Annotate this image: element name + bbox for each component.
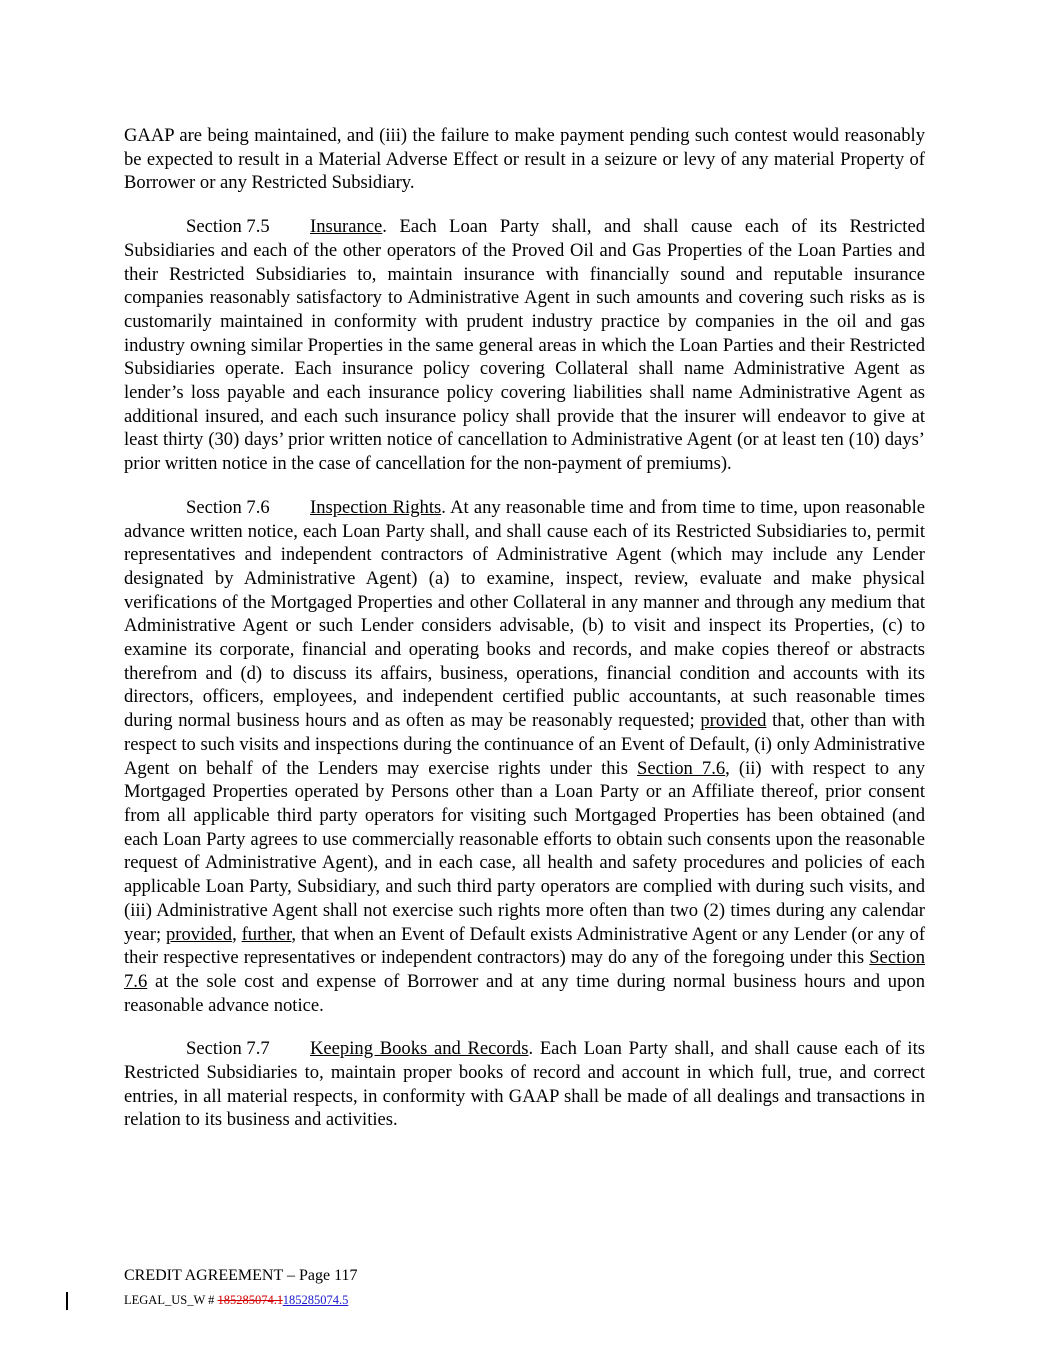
footer-id-prefix: LEGAL_US_W # xyxy=(124,1293,218,1307)
document-body xyxy=(124,124,925,1152)
inserted-document-id: 185285074.5 xyxy=(282,1293,349,1307)
section-7-6-paragraph xyxy=(124,496,925,1017)
section-7-7-paragraph xyxy=(124,1037,925,1132)
section-7-7-number: Section 7.7 xyxy=(186,1038,270,1060)
section-7-7-body: . Each Loan Party shall, and shall cause each of its Restricted Subsidiaries to, maintain proper books of record and account in which full, true, and correct entries, in all material respects, in conformity with GAAP shall be made of all dealings and transactions in relation to its business and activities. xyxy=(124,1038,925,1131)
section-7-6-text-5: at the sole cost and expense of Borrower and at any time during normal business hours and upon reasonable advance notice. xyxy=(124,970,925,1016)
section-7-6-heading: Inspection Rights xyxy=(310,496,442,518)
section-7-6-text-1: . At any reasonable time and from time to time, upon reasonable advance written notice, each Loan Party shall, and shall cause each of its Restricted Subsidiaries to, permit representatives and independent contractors of Administrative Agent (which may include any Lender designated by Administrative Agent) (a) to examine, inspect, review, evaluate and make physical verifications of the Mortgaged Properties and other Collateral in any manner and through any medium that Administrative Agent or such Lender considers advisable, (b) to visit and inspect its Properties, (c) to examine its corporate, financial and operating books and records, and make copies thereof or abstracts therefrom and (d) to discuss its affairs, business, operations, financial condition and accounts with its directors, officers, employees, and independent certified public accountants, at such reasonable times during normal business hours and as often as may be reasonably requested; xyxy=(124,496,925,732)
section-7-5-body: . Each Loan Party shall, and shall cause each of its Restricted Subsidiaries and each of the other operators of the Proved Oil and Gas Properties of the Loan Parties and their Restricted Subsidiaries to, maintain insurance with financially sound and reputable insurance companies reasonably satisfactory to Administrative Agent in such amounts and covering such risks as is customarily maintained in conformity with prudent industry practice by companies in the oil and gas industry owning similar Properties in the same general areas in which the Loan Parties and their Restricted Subsidiaries operate. Each insurance policy covering Collateral shall name Administrative Agent as lender’s loss payable and each insurance policy covering liabilities shall name Administrative Agent as additional insured, and each such insurance policy shall provide that the insurer will endeavor to give at least thirty (30) days’ prior written notice of cancellation to Administrative Agent (or at least ten (10) days’ prior written notice in the case of cancellation for the non-payment of premiums). xyxy=(124,216,925,475)
comma: , xyxy=(232,923,242,945)
deleted-document-id: 185285074.1 xyxy=(217,1293,283,1307)
section-7-6-text-4: , that when an Event of Default exists Administrative Agent or any Lender (or any of their respective representatives or independent contractors) may do any of the foregoing under this xyxy=(124,923,926,969)
footer-page-title: CREDIT AGREEMENT – Page 117 xyxy=(124,1267,358,1284)
section-7-5-paragraph xyxy=(124,215,925,476)
intro-paragraph: GAAP are being maintained, and (iii) the failure to make payment pending such contest would reasonably be expected to result in a Material Adverse Effect or result in a seizure or levy of any material Property of Borrower or any Restricted Subsidiary. xyxy=(124,125,925,194)
section-7-5-heading: Insurance xyxy=(310,216,383,238)
provided-term-2: provided xyxy=(165,923,233,945)
provided-term-1: provided xyxy=(700,710,767,732)
section-reference-2: Section 7.6 xyxy=(124,947,925,992)
revision-change-bar xyxy=(66,1292,68,1310)
section-7-7-heading: Keeping Books and Records xyxy=(310,1038,529,1060)
footer-document-id xyxy=(124,1292,357,1308)
further-term: further xyxy=(241,923,292,945)
section-7-6-number: Section 7.6 xyxy=(186,496,270,518)
section-7-6-text-2: that, other than with respect to such visits and inspections during the continuance of an Event of Default, (i) only Administrative Agent on behalf of the Lenders may exercise rights under this xyxy=(124,710,925,779)
section-7-6-text-3: , (ii) with respect to any Mortgaged Properties operated by Persons other than a Loan Party or an Affiliate thereof, prior consent from all applicable third party operators for visiting such Mortgaged Properties has been obtained (and each Loan Party agrees to use commercially reasonable efforts to obtain such consents upon the reasonable request of Administrative Agent), and in each case, all health and safety procedures and policies of each applicable Loan Party, Subsidiary, and such third party operators are complied with during such visits, and (iii) Administrative Agent shall not exercise such rights more often than two (2) times during any calendar year; xyxy=(124,757,925,945)
section-7-5-number: Section 7.5 xyxy=(186,216,270,238)
page-footer xyxy=(124,1266,357,1308)
section-reference-1: Section 7.6 xyxy=(637,757,726,779)
